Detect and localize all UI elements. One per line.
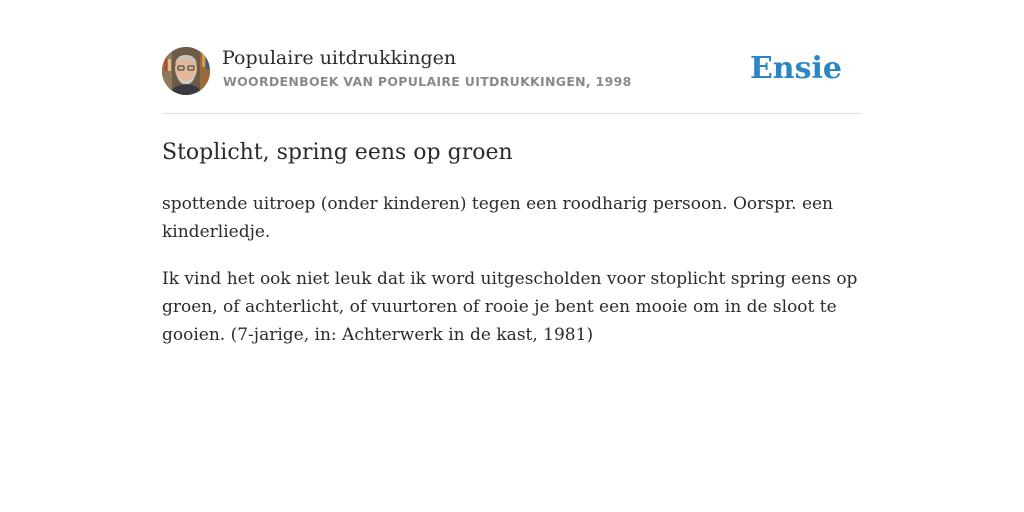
source-name[interactable]: Populaire uitdrukkingen (222, 47, 457, 69)
ensie-logo[interactable]: Ensie (749, 51, 842, 86)
source-header (162, 46, 862, 114)
source-subtitle: WOORDENBOEK VAN POPULAIRE UITDRUKKINGEN, 1998 (223, 74, 632, 89)
author-portrait-icon (162, 47, 210, 95)
entry-title: Stoplicht, spring eens op groen (162, 140, 513, 165)
entry-example: Ik vind het ook niet leuk dat ik word uitgescholden voor stoplicht spring eens op groen, of achterlicht, of vuurtoren of rooie je bent een mooie om in de sloot te gooien. (7-jarige, in: Achterwerk in de kast, 1981) (162, 269, 858, 345)
avatar[interactable] (162, 47, 210, 95)
entry-card (162, 46, 862, 349)
entry-definition: spottende uitroep (onder kinderen) tegen een roodharig persoon. Oorspr. een kinderliedje. (162, 194, 834, 242)
